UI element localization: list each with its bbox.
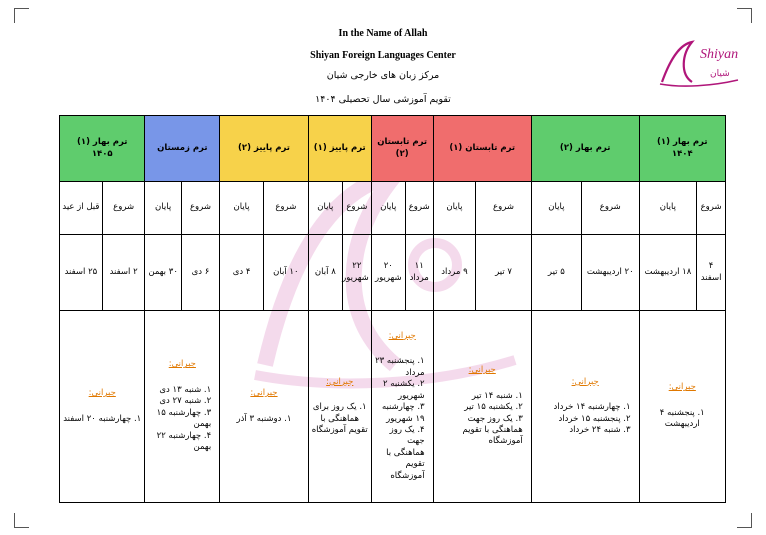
term-header	[308, 116, 371, 182]
term-header	[371, 116, 433, 182]
compensation-title: جبرانی:	[326, 376, 354, 387]
compensation-title: جبرانی:	[668, 382, 696, 393]
compensation-item: ۱. چهارشنبه ۲۰ اسفند	[63, 413, 142, 424]
column-label: پایان	[220, 182, 264, 235]
term-header	[639, 116, 725, 182]
column-label: پایان	[145, 182, 181, 235]
compensation-item: ۳. یک روز جهت هماهنگی با تقویم آموزشگاه	[462, 413, 523, 447]
compensation-title: جبرانی:	[168, 359, 196, 370]
compensation-cell	[371, 311, 433, 503]
column-label: پایان	[639, 182, 697, 235]
compensation-item: ۲. یکشنبه ۲ شهریور	[383, 379, 425, 401]
term-name: ترم زمستان	[157, 142, 208, 153]
term-name: ترم بهار (۱)	[76, 137, 128, 148]
compensation-cell	[308, 311, 371, 503]
date-cell: ۱۸ اردیبهشت	[639, 235, 697, 311]
date-cell: ۲۰ اردیبهشت	[581, 235, 639, 311]
compensation-cell	[639, 311, 725, 503]
column-label: شروع	[405, 182, 433, 235]
compensation-item: ۲. پنجشنبه ۱۵ خرداد	[558, 413, 631, 424]
column-label: پایان	[371, 182, 405, 235]
compensation-item: ۱. شنبه ۱۴ تیر	[471, 390, 523, 401]
compensation-title: جبرانی:	[468, 365, 496, 376]
date-cell: ۸ آبان	[308, 235, 342, 311]
term-name: ترم تابستان (۱)	[449, 142, 516, 153]
compensation-title: جبرانی:	[88, 388, 116, 399]
date-cell: ۴ دی	[220, 235, 264, 311]
compensation-item: ۱. یک روز برای هماهنگی با تقویم آموزشگاه	[311, 402, 368, 435]
compensation-item: ۱. چهارشنبه ۱۴ خرداد	[553, 402, 631, 413]
column-label: پایان	[433, 182, 476, 235]
column-label: شروع	[263, 182, 308, 235]
date-cell: ۱۱ مرداد	[405, 235, 433, 311]
header-line-3: مرکز زبان های خارجی شیان	[326, 70, 440, 81]
compensation-item: ۱. پنجشنبه ۲۳ مرداد	[375, 356, 425, 378]
date-cell: ۲۰ شهریور	[371, 235, 405, 311]
term-name: ترم بهار (۲)	[559, 142, 611, 153]
logo-text: Shiyan	[700, 47, 739, 62]
column-label: شروع	[181, 182, 219, 235]
compensation-item: ۲. یکشنبه ۱۵ تیر	[464, 402, 523, 413]
corner-mark	[737, 513, 752, 528]
corner-mark	[737, 8, 752, 23]
column-label: پایان	[308, 182, 342, 235]
header-line-4: تقویم آموزشی سال تحصیلی ۱۴۰۴	[315, 94, 451, 105]
date-cell: ۲ اسفند	[102, 235, 145, 311]
calendar-table	[59, 115, 726, 503]
term-header	[220, 116, 309, 182]
term-header	[145, 116, 220, 182]
compensation-cell	[145, 311, 220, 503]
date-cell: ۹ مرداد	[433, 235, 476, 311]
compensation-title: جبرانی:	[250, 388, 278, 399]
compensation-item: ۲. شنبه ۲۷ دی	[159, 396, 212, 407]
compensation-cell	[433, 311, 531, 503]
column-label: پایان	[531, 182, 581, 235]
compensation-item: ۳. شنبه ۲۴ خرداد	[569, 424, 631, 435]
term-name: ترم تابستان (۲)	[377, 137, 428, 159]
term-year: ۱۴۰۵	[91, 148, 113, 159]
date-cell: ۶ دی	[181, 235, 219, 311]
compensation-cell	[60, 311, 145, 503]
date-cell: ۳۰ بهمن	[145, 235, 181, 311]
compensation-item: ۱. دوشنبه ۳ آذر	[236, 413, 292, 424]
column-label: شروع	[342, 182, 371, 235]
date-cell: ۲۲ شهریور	[342, 235, 371, 311]
date-cell: ۵ تیر	[531, 235, 581, 311]
date-cell: ۴ اسفند	[697, 235, 726, 311]
term-name: ترم پاییز (۲)	[238, 142, 290, 153]
compensation-cell	[220, 311, 309, 503]
column-label: شروع	[476, 182, 531, 235]
compensation-item: ۴. یک روز جهت هماهنگی با تقویم آموزشگاه	[386, 424, 425, 481]
header-line-1: In the Name of Allah	[338, 28, 428, 39]
header-line-2: Shiyan Foreign Languages Center	[310, 50, 456, 61]
term-header	[531, 116, 639, 182]
corner-mark	[14, 8, 29, 23]
term-name: ترم بهار (۱)	[657, 137, 708, 148]
logo-subtext: شیان	[710, 69, 730, 79]
compensation-item: ۴. چهارشنبه ۲۲ بهمن	[156, 430, 212, 453]
shiyan-logo	[652, 34, 744, 90]
corner-mark	[14, 513, 29, 528]
date-cell: ۱۰ آبان	[263, 235, 308, 311]
compensation-item: ۱. شنبه ۱۳ دی	[159, 384, 212, 395]
term-name: ترم پاییز (۱)	[313, 142, 366, 153]
compensation-item: ۳. چهارشنبه ۱۵ بهمن	[156, 407, 212, 430]
column-label: شروع	[581, 182, 639, 235]
term-header	[433, 116, 531, 182]
compensation-item: ۳. چهارشنبه ۱۹ شهریور	[381, 402, 425, 424]
column-label: شروع	[102, 182, 145, 235]
term-year: ۱۴۰۴	[671, 148, 693, 159]
compensation-cell	[531, 311, 639, 503]
compensation-item: ۱. پنجشنبه ۴ اردیبهشت	[659, 407, 705, 430]
compensation-title: جبرانی:	[388, 330, 416, 341]
column-label: شروع	[697, 182, 726, 235]
date-cell: ۲۵ اسفند	[60, 235, 103, 311]
column-label: قبل از عید	[60, 182, 103, 235]
date-cell: ۷ تیر	[476, 235, 531, 311]
compensation-title: جبرانی:	[571, 376, 599, 387]
term-header	[60, 116, 145, 182]
